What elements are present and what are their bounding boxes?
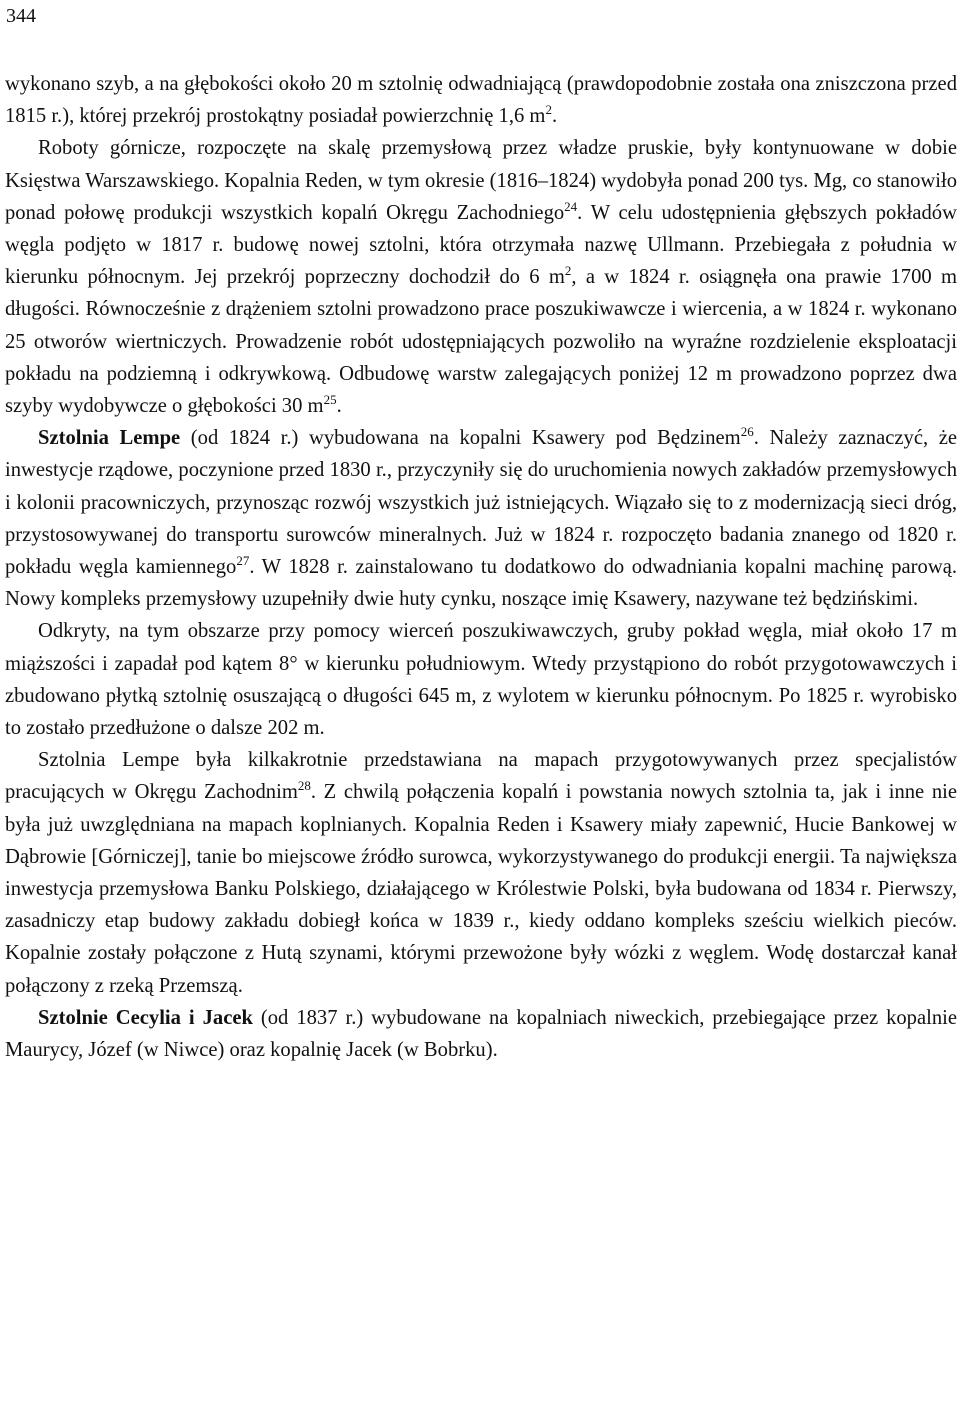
- text-run: Roboty górnicze, rozpoczęte na skalę przemysłową przez władze pruskie, były kontynuowane w dobie Księstwa Warszawskiego. Kopalnia Reden, w tym okresie (1816–1824) wydobyła ponad 200 tys. Mg, co stanowiło ponad połowę produkcji wszystkich kopalń Okręgu Zachodniego: [5, 137, 957, 224]
- text-run: . Z chwilą połączenia kopalń i powstania nowych sztolnia ta, jak i inne nie była już uwzględniana na mapach koplnianych. Kopalnia Reden i Ksawery miały zapewnić, Hucie Bankowej w Dąbrowie [Górniczej], tanie bo miejscowe źródło surowca, wykorzystywanego do produkcji energii. Ta największa inwestycja przemysłowa Banku Polskiego, działającego w Królestwie Polski, była budowana od 1834 r. Pierwszy, zasadniczy etap budowy zakładu dobiegł końca w 1839 r., kiedy oddano kompleks sześciu wielkich pieców. Kopalnie zostały połączone z Hutą szynami, którymi przewożone były wózki z węglem. Wodę dostarczał kanał połączony z rzeką Przemszą.: [5, 781, 957, 997]
- page-number: 344: [6, 5, 36, 27]
- footnote-ref: 27: [236, 553, 250, 569]
- text-run: , a w 1824 r. osiągnęła ona prawie 1700 m długości. Równocześnie z drążeniem sztolni prowadzono prace poszukiwawcze i wiercenia, a w 1824 r. wykonano 25 otworów wiertniczych. Prowadzenie robót udostępniających pozwoliło na wyraźne rozdzielenie eksploatacji pokładu na podziemną i odkrywkową. Odbudowę warstw zalegających poniżej 12 m prowadzono poprzez dwa szyby wydobywcze o głębokości 30 m: [5, 266, 957, 418]
- term-heading: Sztolnia Lempe: [38, 427, 181, 450]
- body-text: [5, 68, 957, 1066]
- text-run: Sztolnia Lempe była kilkakrotnie przedstawiana na mapach przygotowywanych przez specjalistów pracujących w Okręgu Zachodnim: [5, 749, 957, 804]
- text-run: (od 1837 r.) wybudowane na kopalniach niweckich, przebiegające przez kopalnie Maurycy, Józef (w Niwce) oraz kopalnię Jacek (w Bobrku).: [5, 1006, 957, 1062]
- text-run: wykonano szyb, a na głębokości około 20 m sztolnię odwadniającą (prawdopodobnie została ona zniszczona przed 1815 r.), której przekrój prostokątny posiadał powierzchnię 1,6 m: [5, 73, 957, 128]
- footnote-ref: 2: [564, 263, 572, 279]
- text-run: .: [336, 395, 342, 418]
- paragraph: [5, 422, 957, 615]
- footnote-ref: 26: [740, 424, 754, 440]
- text-run: . W celu udostępnienia głębszych pokładów węgla podjęto w 1817 r. budowę nowej sztolni, która otrzymała nazwę Ullmann. Przebiegała z południa w kierunku północnym. Jej przekrój poprzeczny dochodził do 6 m: [5, 201, 957, 289]
- text-run: (od 1824 r.) wybudowana na kopalni Ksawery pod Będzinem: [180, 427, 741, 450]
- text-run: . Należy zaznaczyć, że inwestycje rządowe, poczynione przed 1830 r., przyczyniły się do uruchomienia nowych zakładów przemysłowych i kolonii pracowniczych, przynosząc rozwój wszystkich już istniejących. Wiązało się to z modernizacją sieci dróg, przystosowywanej do transportu surowców mineralnych. Już w 1824 r. rozpoczęto badania znanego od 1820 r. pokładu węgla kamiennego: [5, 427, 957, 579]
- paragraph: [5, 68, 957, 132]
- text-run: Odkryty, na tym obszarze przy pomocy wierceń poszukiwawczych, gruby pokład węgla, miał około 17 m miąższości i zapadał pod kątem 8° w kierunku południowym. Wtedy przystąpiono do robót przygotowawczych i zbudowano płytką sztolnię osuszającą o długości 645 m, z wylotem w kierunku północnym. Po 1825 r. wyrobisko to zostało przedłużone o dalsze 202 m.: [5, 620, 957, 740]
- text-run: .: [551, 105, 558, 128]
- footnote-ref: 2: [545, 102, 552, 118]
- footnote-ref: 25: [323, 392, 337, 408]
- paragraph: [5, 132, 957, 422]
- term-heading: Sztolnie Cecylia i Jacek: [38, 1006, 253, 1029]
- paragraph: [5, 1002, 957, 1066]
- paragraph: [5, 615, 957, 744]
- paragraph: [5, 744, 957, 1002]
- footnote-ref: 28: [297, 778, 311, 794]
- footnote-ref: 24: [564, 198, 578, 214]
- text-run: . W 1828 r. zainstalowano tu dodatkowo do odwadniania kopalni machinę parową. Nowy kompleks przemysłowy uzupełniły dwie huty cynku, noszące imię Ksawery, nazywane też będzińskimi.: [5, 556, 957, 611]
